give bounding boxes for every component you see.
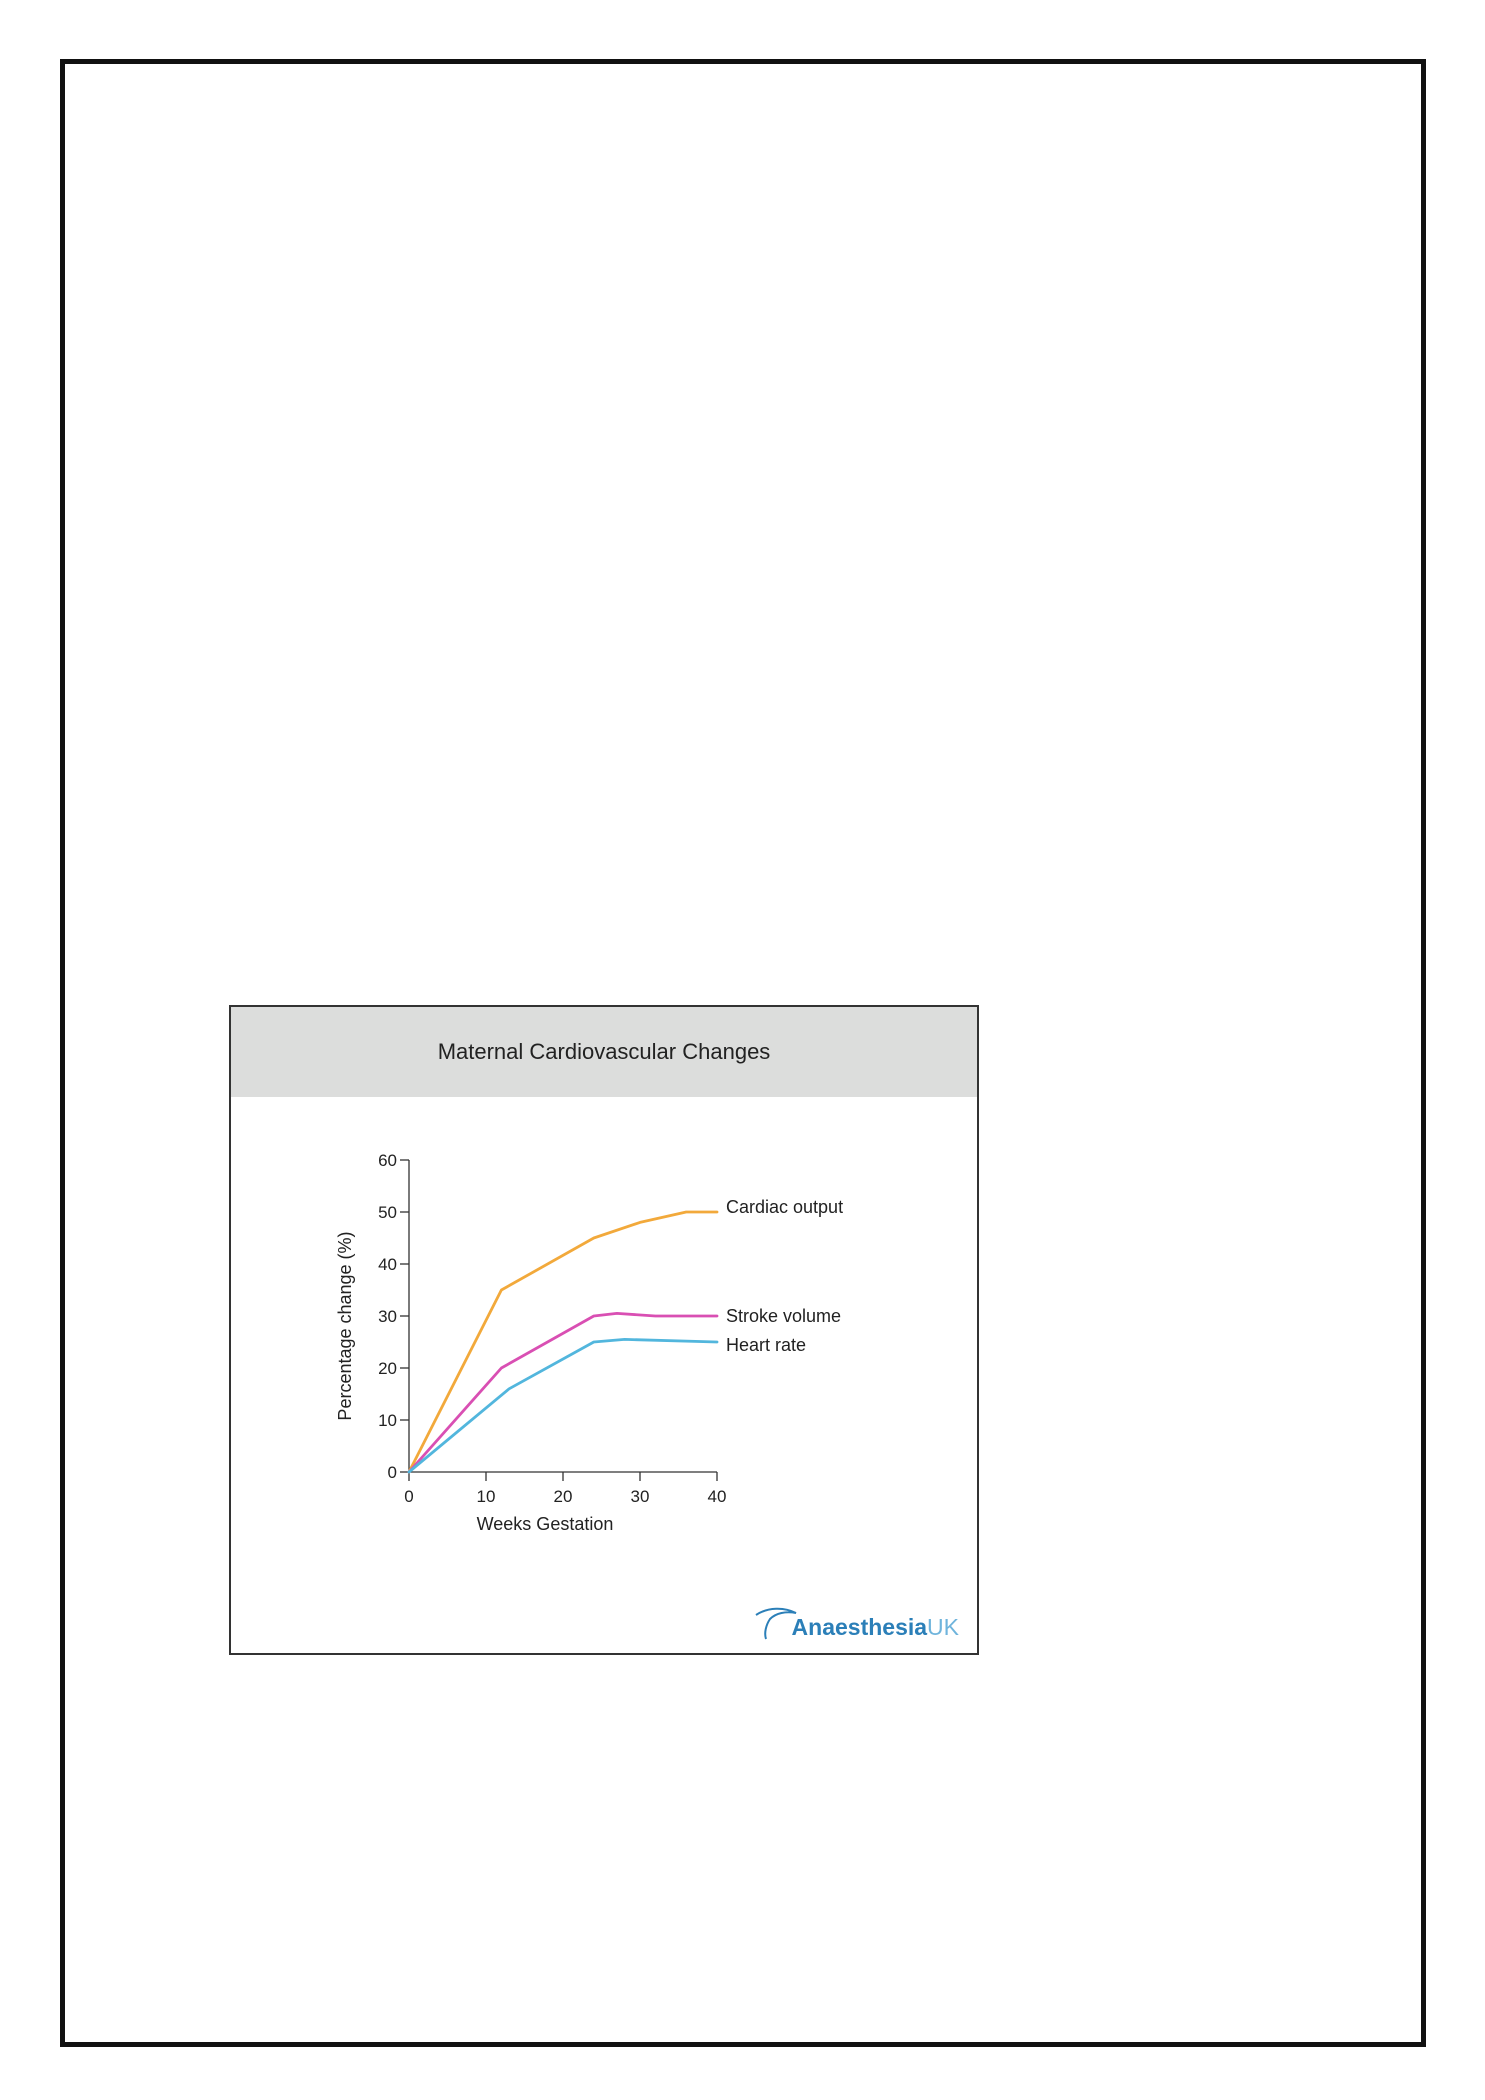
chart-figure bbox=[229, 1005, 979, 1655]
series-label: Cardiac output bbox=[726, 1197, 844, 1217]
x-axis-label: Weeks Gestation bbox=[476, 1514, 614, 1534]
y-tick-label: 60 bbox=[378, 1151, 397, 1170]
y-tick-label: 10 bbox=[378, 1411, 397, 1430]
series-label: Heart rate bbox=[726, 1335, 807, 1355]
y-tick-label: 50 bbox=[378, 1203, 397, 1222]
x-tick-label: 20 bbox=[553, 1487, 573, 1506]
y-tick-label: 40 bbox=[378, 1255, 397, 1274]
chart-series bbox=[409, 1212, 717, 1472]
logo-suffix: UK bbox=[927, 1614, 959, 1640]
series-label: Stroke volume bbox=[726, 1306, 842, 1326]
x-tick-label: 10 bbox=[476, 1487, 496, 1506]
x-tick-label: 30 bbox=[630, 1487, 650, 1506]
x-tick-label: 40 bbox=[707, 1487, 727, 1506]
y-tick-label: 0 bbox=[387, 1463, 397, 1482]
chart-axes bbox=[335, 1151, 726, 1534]
anaesthesia-uk-logo bbox=[754, 1605, 959, 1641]
y-axis-label: Percentage change (%) bbox=[335, 1231, 355, 1421]
figure-header bbox=[231, 1007, 977, 1097]
series-line bbox=[409, 1313, 717, 1472]
x-tick-label: 0 bbox=[404, 1487, 414, 1506]
y-tick-label: 30 bbox=[378, 1307, 397, 1326]
line-chart bbox=[231, 1097, 977, 1653]
y-tick-label: 20 bbox=[378, 1359, 397, 1378]
figure-title: Maternal Cardiovascular Changes bbox=[437, 1039, 771, 1064]
series-line bbox=[409, 1339, 717, 1472]
chart-series-labels bbox=[726, 1197, 843, 1355]
logo-text: Anaesthesia bbox=[791, 1614, 928, 1640]
